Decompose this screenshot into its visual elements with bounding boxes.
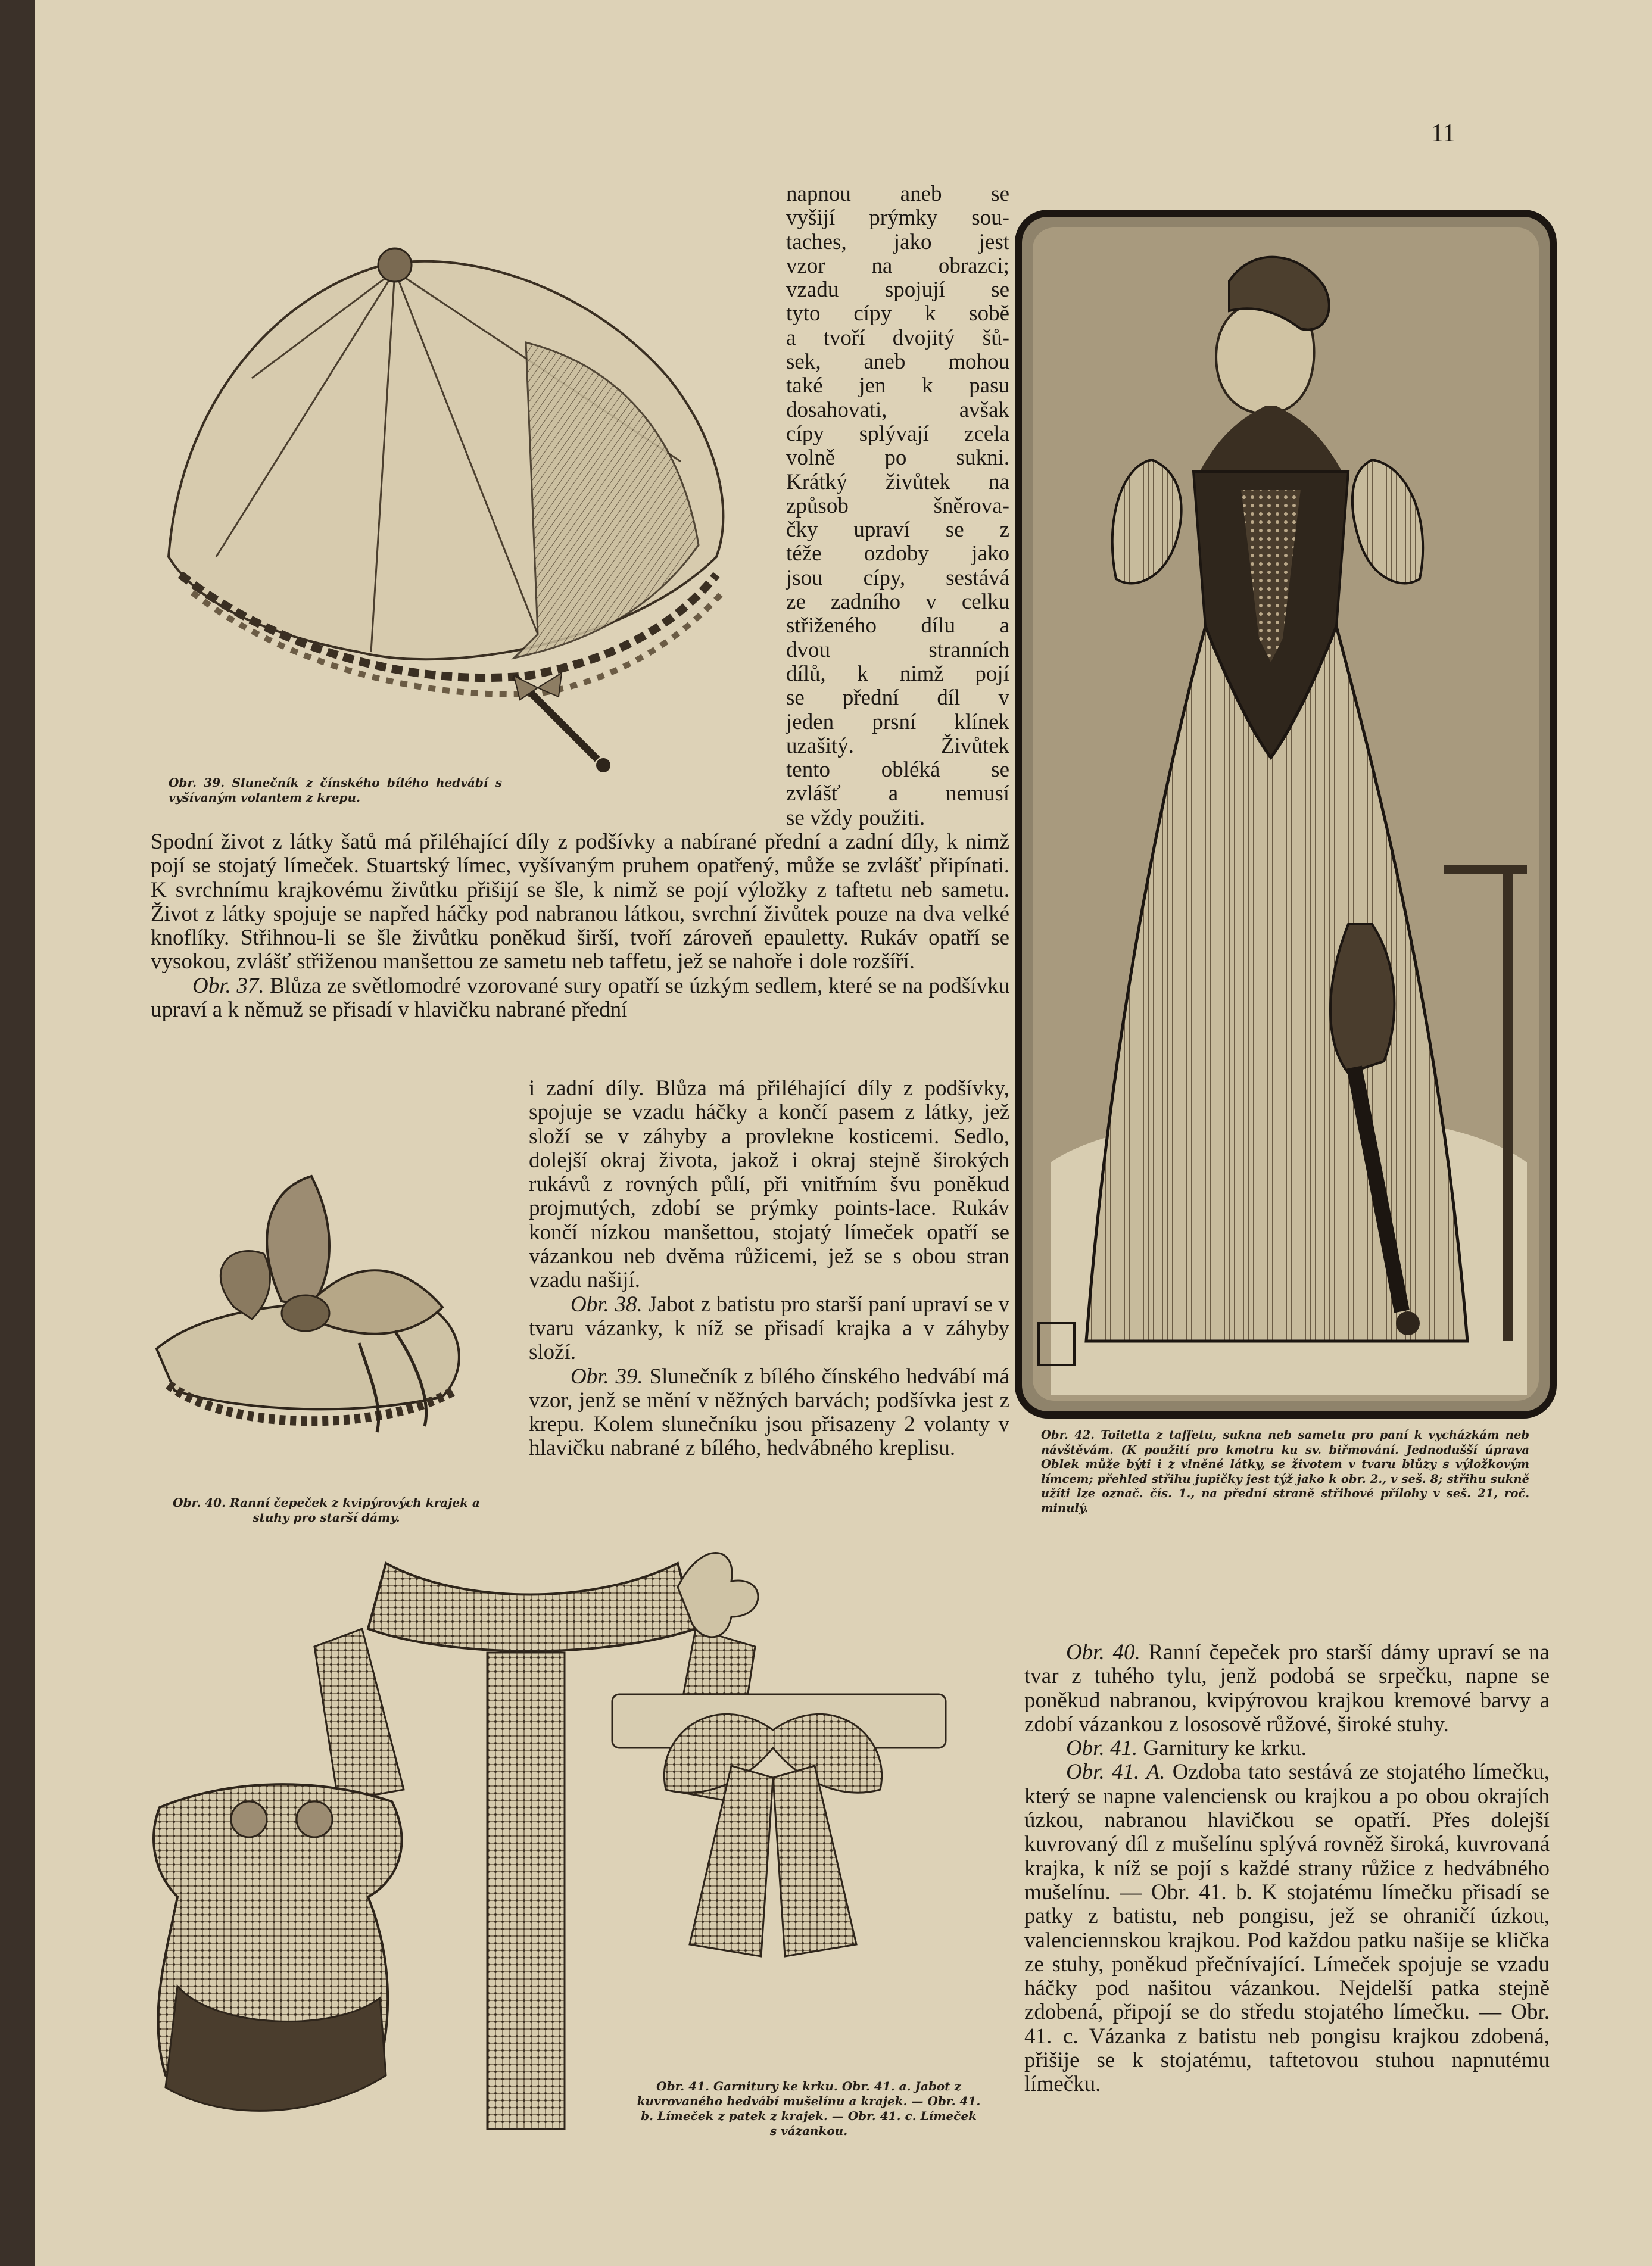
parasol-column-text [786, 182, 1009, 830]
figure-ref-41a: Obr. 41. A. [1066, 1760, 1165, 1785]
toiletta-illustration [1015, 210, 1557, 1419]
text-line: taches, jako jest [786, 229, 1009, 254]
text-line: a tvoří dvojitý šů- [786, 325, 1009, 350]
text-line: jeden prsní klínek [786, 709, 1009, 734]
text-37: Blůza ze světlomodré vzorované sury opatří se úzkým sedlem, které se na podšívku upraví a k němuž se přisadí v hlavičku nabrané přední [151, 973, 1010, 1023]
text-41: Garnitury ke krku. [1137, 1736, 1307, 1761]
figure-ref-39: Obr. 39. [571, 1364, 643, 1389]
text-40: Ranní čepeček pro starší dámy upraví se na tvar z tuhého tylu, jenž podobá se srpečku, napne se poněkud nabranou, kvipýrovou krajkou kremové barvy a zdobí vázankou z lososově růžové, široké stuhy. [1024, 1640, 1550, 1737]
text-line: vzadu spojují se [786, 278, 1009, 303]
article-right [1024, 1641, 1550, 2097]
text-line: vzor na obrazci; [786, 253, 1009, 278]
text-line: Krátký živůtek na [786, 469, 1009, 494]
paragraph-spodni: Spodní život z látky šatů má přiléhající díly z podšívky a nabírané přední a zadní díly, k nimž pojí se stojatý límeček. Stuartský límec, vyšívaným pruhem opatřený, může se zvlášť připínati. K svrchnímu krajkovému živůtku přišijí se šle, k nimž se pojí výložky z taftetu neb sametu. Život z látky spojuje se napřed háčky pod nabranou látkou, svrchní živůtek pouze na dva velké knoflíky. Střihnou-li se šle živůtku poněkud širší, tvoří zároveň epauletty. Rukáv opatří se vysokou, zvlášť střiženou manšettou ze sametu neb taffetu, jež se nahoře i dole rozšíří. [151, 830, 1009, 974]
text-line: se vždy použiti. [786, 805, 925, 830]
text-line: se přední díl v [786, 685, 1009, 710]
text-line: tento obléká se [786, 758, 1009, 783]
caption-obr-40: Obr. 40. Ranní čepeček z kvipýrových krajek a stuhy pro starší dámy. [173, 1495, 480, 1525]
figure-ref-37: Obr. 37. [192, 973, 264, 998]
figure-ref-41: Obr. 41. [1066, 1736, 1138, 1761]
text-line: volně po sukni. [786, 445, 1009, 470]
text-line: vyšijí prýmky sou- [786, 205, 1009, 230]
text-line: dosahovati, avšak [786, 397, 1009, 422]
figure-ref-40: Obr. 40. [1066, 1640, 1140, 1665]
text-line: ze zadního v celku [786, 590, 1009, 615]
morning-cap-illustration [133, 1152, 502, 1450]
paragraph-obr-39 [529, 1365, 1009, 1461]
text-line: střiženého dílu a [786, 613, 1009, 638]
text-41a: Ozdoba tato sestává ze stojatého límečku, který se napne valenciensk ou krajkou a po obou okrajích úzkou, nabranou hlavičkou se opatří. Přes dolejší kuvrovaný díl z mušelínu splývá rovněž široká, kuvrovaná krajka, k níž se pojí s každé strany růžice z hedvábného mušelínu. — Obr. 41. b. K stojatému límečku přisadí se patky z batistu, neb pongisu, jež se ohraničí úzkou, valenciennskou krajkou. Pod každou patku našije se klička ze stuhy, poněkud přečnívající. Límeček spojuje se vzadu háčky pod našitou vázankou. Nejdelší patka stejně zdobená, připojí se do středu stojatého límečku. — Obr. 41. c. Vázanka z batistu neb pongisu krajkou zdobená, přišije se k stojatému, taftetovou stuhou napnutému límečku. [1024, 1760, 1550, 2097]
caption-obr-39: Obr. 39. Slunečník z čínského bílého hedvábí s vyšívaným volantem z krepu. [169, 775, 502, 805]
paragraph-obr-41a [1024, 1760, 1550, 2096]
text-line: zvlášť a nemusí [786, 781, 1009, 806]
page-number: 11 [1431, 120, 1455, 147]
text-line: také jen k pasu [786, 373, 1009, 398]
text-line: dvou stranních [786, 637, 1009, 662]
parasol-illustration [145, 223, 764, 777]
text-line: sek, aneb mohou [786, 350, 1009, 375]
cap-drawing [133, 1152, 502, 1450]
article-spodni [151, 830, 1009, 1022]
text-line: čky upraví se z [786, 518, 1009, 543]
text-line: cípy splývají zcela [786, 421, 1009, 446]
magazine-page [35, 0, 1652, 2266]
text-line: uzašitý. Živůtek [786, 733, 1009, 758]
caption-obr-42: Obr. 42. Toiletta z taffetu, sukna neb sametu pro paní k vycházkám neb návštěvám. (K použití pro kmotru ku sv. biřmování. Jednodušší úprava Oblek může býti i z vlněné látky, se životem v tvaru blůzy s výložkovým límcem; přehled střihu jupičky jest týž jako k obr. 2., v seš. 8; střihu sukně užíti lze označ. čís. 1., na přední straně střihové přílohy v seš. 21, roč. minulý. [1041, 1428, 1529, 1515]
text-line: téže ozdoby jako [786, 541, 1009, 566]
caption-obr-41: Obr. 41. Garnitury ke krku. Obr. 41. a. Jabot z kuvrovaného hedvábí mušelínu a krajek. — Obr. 41. b. Límeček z patek z krajek. — Obr. 41. c. Límeček s vázankou. [637, 2079, 981, 2138]
parasol-drawing [145, 223, 764, 777]
text-38: Jabot z batistu pro starší paní upraví se v tvaru vázanky, k níž se přisadí krajka a v záhyby složí. [529, 1292, 1009, 1365]
article-middle [529, 1077, 1009, 1461]
text-line: tyto cípy k sobě [786, 301, 1009, 326]
toiletta-drawing [1015, 210, 1557, 1419]
text-line: napnou aneb se [786, 182, 1009, 206]
text-line: jsou cípy, sestává [786, 565, 1009, 590]
paragraph-obr-37-cont: i zadní díly. Blůza má přiléhající díly z podšívky, spojuje se vzadu háčky a končí pasem z látky, jež složí se v záhyby a provlekne kosticemi. Sedlo, dolejší okraj života, jakož i okraj stejně širokých rukávů z rovných půlí, při vnitřním švu poněkud projmutých, zdobí se prýmky points-lace. Rukáv končí nízkou manšettou, stojatý límeček opatří se vázankou neb dvěma růžicemi, jež se s obou stran vzadu našijí. [529, 1076, 1009, 1293]
paragraph-obr-41 [1024, 1737, 1550, 1760]
paragraph-obr-37 [151, 974, 1009, 1023]
text-line: dílů, k nimž pojí [786, 661, 1009, 686]
paragraph-obr-38 [529, 1293, 1009, 1365]
figure-ref-38: Obr. 38. [571, 1292, 643, 1317]
text-39: Slunečník z bílého čínského hedvábí má vzor, jenž se mění v něžných barvách; podšívka jest z krepu. Kolem slunečníku jsou přisazeny 2 volanty v hlavičku nabrané z bílého, hedvábného kreplisu. [529, 1364, 1009, 1461]
paragraph-obr-40 [1024, 1641, 1550, 1737]
text-line: způsob šněrova- [786, 493, 1009, 518]
